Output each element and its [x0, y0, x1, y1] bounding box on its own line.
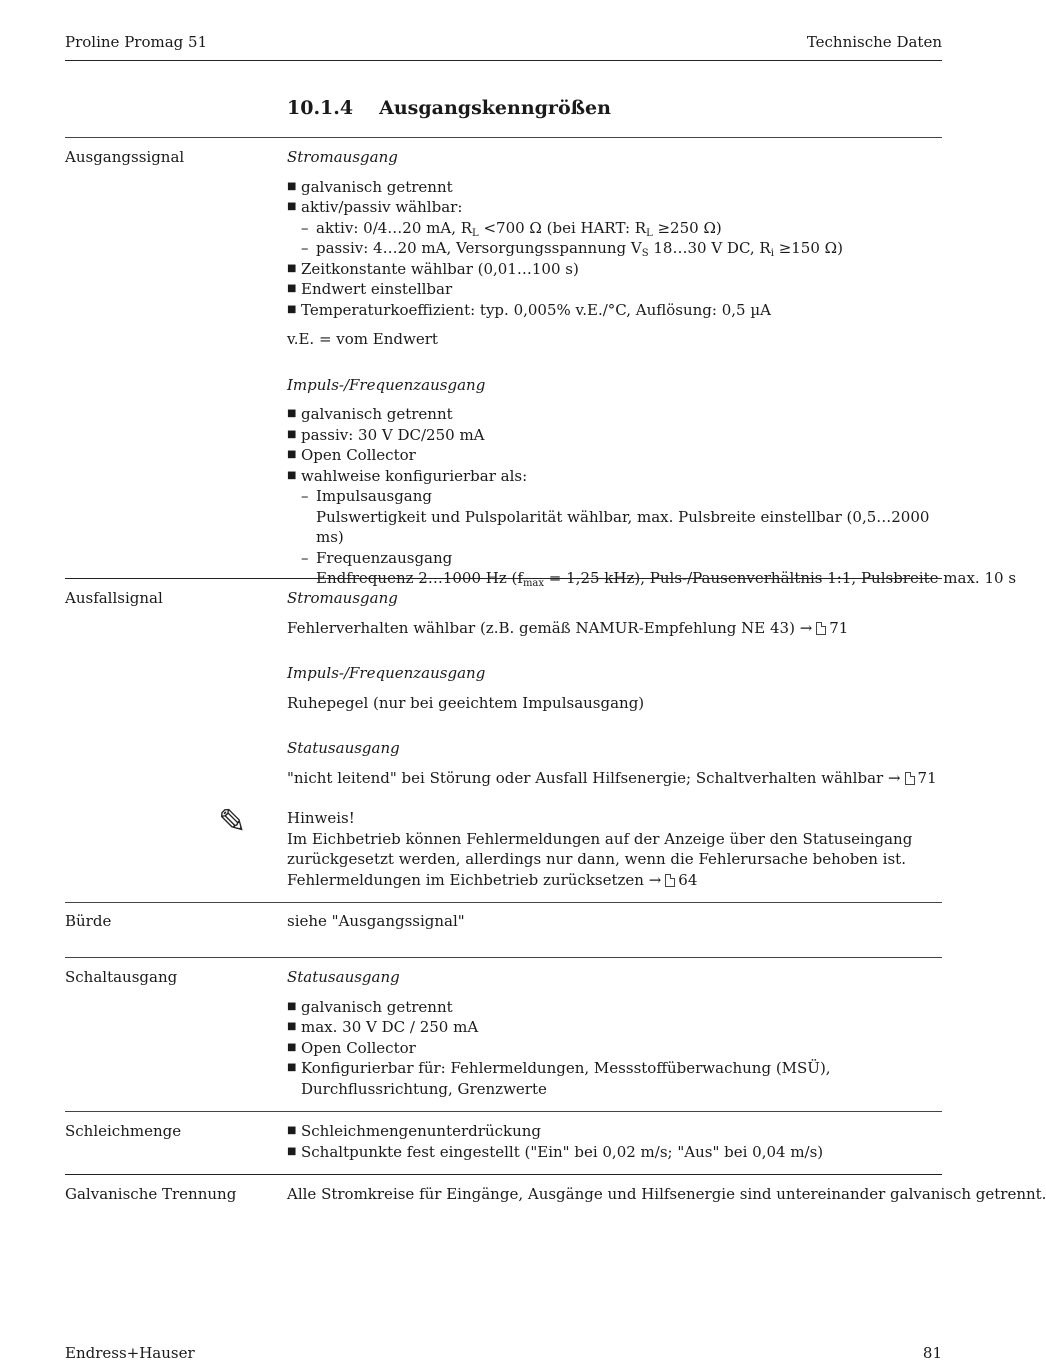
header-chapter: Technische Daten	[806, 33, 942, 51]
header-product: Proline Promag 51	[65, 33, 208, 51]
subheading-statusausgang: Statusausgang	[287, 739, 400, 757]
text-fehlerverhalten: Fehlerverhalten wählbar (z.B. gemäß NAMUR-Empfehlung NE 43) → 71	[287, 618, 849, 637]
list-schaltausgang	[287, 997, 944, 1100]
list-stromausgang	[287, 177, 944, 321]
block-schaltausgang	[287, 967, 944, 1099]
text-trennung: Alle Stromkreise für Eingänge, Ausgänge und Hilfsenergie sind untereinander galvanisch getrennt.	[287, 1185, 1046, 1203]
label-ausgangssignal: Ausgangssignal	[65, 148, 185, 166]
block-schleichmenge	[287, 1121, 944, 1162]
list-item: ■ Schaltpunkte fest eingestellt ("Ein" bei 0,02 m/s; "Aus" bei 0,04 m/s)	[287, 1142, 944, 1163]
row-rule	[65, 1111, 942, 1112]
text-buerde: siehe "Ausgangssignal"	[287, 912, 465, 930]
page-ref-icon	[816, 622, 826, 635]
list-item: ■ aktiv/passiv wählbar: – aktiv: 0/4…20 mA, $R_L <700$ Ω (bei HART: $R_L \ge 250$ Ω) – passiv: 4…20 mA, Versorgungsspannung $V_S$ 18…30 V DC, $R_i \ge 150$ Ω)	[287, 197, 944, 259]
list-item: ■ galvanisch getrennt	[287, 177, 944, 198]
row-rule	[65, 578, 942, 579]
row-rule	[65, 902, 942, 903]
subheading-stromausgang: Stromausgang	[287, 148, 398, 166]
list-impulsausgang	[287, 404, 1017, 589]
text-statusausgang: "nicht leitend" bei Störung oder Ausfall Hilfsenergie; Schaltverhalten wählbar → 71	[287, 768, 937, 787]
subheading-impulsausgang: Impuls-/Frequenzausgang	[287, 664, 486, 682]
section-heading: Ausgangskenngrößen	[379, 97, 611, 119]
list-item: ■ Endwert einstellbar	[287, 279, 944, 300]
list-item: ■ Zeitkonstante wählbar (0,01…100 s)	[287, 259, 944, 280]
list-item: ■ galvanisch getrennt	[287, 404, 944, 425]
page-ref[interactable]: 64	[678, 870, 698, 889]
section-title	[287, 98, 611, 119]
section-number: 10.1.4	[287, 97, 354, 119]
page-ref-icon	[905, 772, 915, 785]
list-item: ■ Schleichmengenunterdrückung	[287, 1121, 944, 1142]
label-buerde: Bürde	[65, 912, 112, 930]
subheading-statusausgang: Statusausgang	[287, 968, 400, 986]
page-number: 81	[922, 1344, 942, 1362]
pencil-icon: ✎	[218, 802, 247, 842]
block-ausfallsignal	[287, 588, 944, 890]
row-rule	[65, 1174, 942, 1175]
list-schleichmenge	[287, 1121, 944, 1162]
hinweis-link: Fehlermeldungen im Eichbetrieb zurücksetzen → 64	[287, 870, 698, 889]
footer-brand: Endress+Hauser	[65, 1344, 195, 1362]
list-item: ■ passiv: 30 V DC/250 mA	[287, 425, 944, 446]
row-rule	[65, 957, 942, 958]
list-item: ■ Temperaturkoeffizient: typ. 0,005% v.E./°C, Auflösung: 0,5 µA	[287, 300, 944, 321]
list-item-frequenz: – Frequenzausgang Endfrequenz 2…1000 Hz ($f_{max} = 1,25$ kHz), Puls-/Pausenverhältnis 1:1, Pulsbreite max. 10 s	[301, 548, 944, 589]
list-item: ■ Konfigurierbar für: Fehlermeldungen, Messstoffüberwachung (MSÜ), Durchflussrichtung, Grenzwerte	[287, 1058, 944, 1099]
page-ref[interactable]: 71	[917, 768, 937, 787]
page-ref[interactable]: 71	[829, 618, 849, 637]
note-ve: v.E. = vom Endwert	[287, 330, 438, 348]
list-item: ■ Open Collector	[287, 445, 944, 466]
subheading-stromausgang: Stromausgang	[287, 589, 398, 607]
header-rule	[65, 60, 942, 61]
list-item: ■ galvanisch getrennt	[287, 997, 944, 1018]
label-schaltausgang: Schaltausgang	[65, 968, 178, 986]
list-item: ■ max. 30 V DC / 250 mA	[287, 1017, 944, 1038]
list-item-passiv: – passiv: 4…20 mA, Versorgungsspannung $V_S$ 18…30 V DC, $R_i \ge 150$ Ω)	[301, 238, 944, 259]
block-ausgangssignal	[287, 147, 1017, 589]
text-ruhepegel: Ruhepegel (nur bei geeichtem Impulsausgang)	[287, 693, 645, 712]
label-trennung: Galvanische Trennung	[65, 1185, 237, 1203]
hinweis-text: Im Eichbetrieb können Fehlermeldungen auf der Anzeige über den Statuseingang zurückgesetzt werden, allerdings nur dann, wenn die Fehlerursache behoben ist.	[287, 829, 913, 868]
list-item-aktiv: – aktiv: 0/4…20 mA, $R_L <700$ Ω (bei HART: $R_L \ge 250$ Ω)	[301, 218, 944, 239]
impuls-description: Pulswertigkeit und Pulspolarität wählbar, max. Pulsbreite einstellbar (0,5…2000 ms)	[316, 507, 930, 546]
list-item: ■ wahlweise konfigurierbar als: – Impulsausgang Pulswertigkeit und Pulspolarität wählbar, max. Pulsbreite einstellbar (0,5…2000 ms) – Frequenzausgang Endfrequenz 2…1000 Hz ($f_{max} = 1,25$ kHz), Puls-/Pausenverhältnis 1:1, Pulsbreite max. 10 s	[287, 466, 944, 589]
label-schleichmenge: Schleichmenge	[65, 1122, 182, 1140]
frequenz-description: Endfrequenz 2…1000 Hz ($f_{max} = 1,25$ kHz), Puls-/Pausenverhältnis 1:1, Pulsbreite max. 10 s	[316, 569, 1017, 589]
section-rule	[65, 137, 942, 138]
label-ausfallsignal: Ausfallsignal	[65, 589, 163, 607]
subheading-impulsausgang: Impuls-/Frequenzausgang	[287, 375, 486, 394]
list-item: ■ Open Collector	[287, 1038, 944, 1059]
page-ref-icon	[665, 874, 675, 887]
list-item-impuls: – Impulsausgang Pulswertigkeit und Pulspolarität wählbar, max. Pulsbreite einstellbar (0,5…2000 ms)	[301, 486, 944, 548]
hinweis-title: Hinweis!	[287, 809, 355, 827]
